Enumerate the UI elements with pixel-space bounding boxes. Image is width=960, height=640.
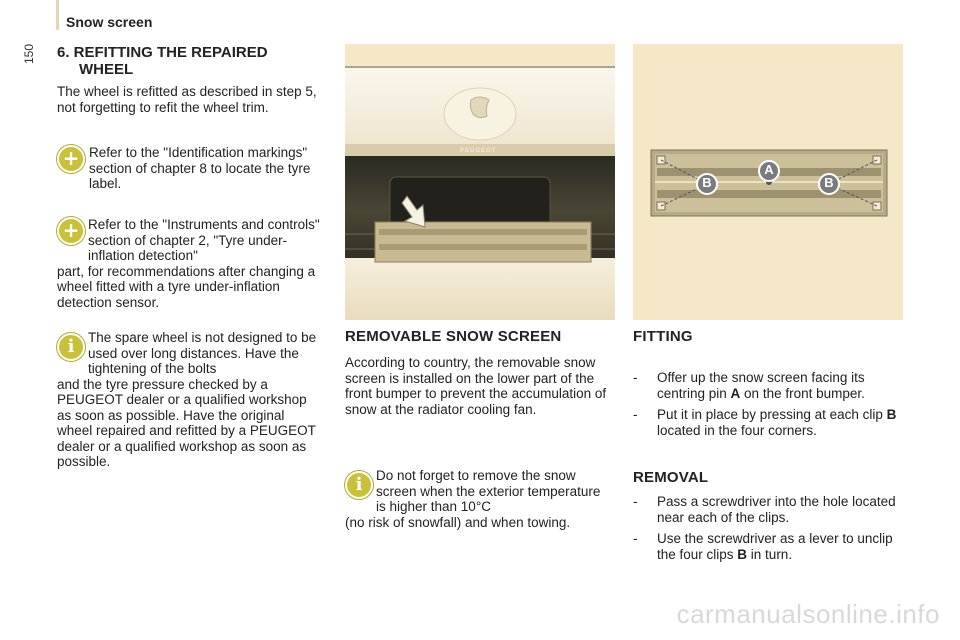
- note-remove-screen-first: Do not forget to remove the snow screen when the exterior temperature is higher than 10°C: [376, 468, 601, 514]
- refitting-heading-line1: 6. REFITTING THE REPAIRED: [57, 44, 268, 61]
- list-item: [633, 407, 903, 438]
- removal-item-text-end: in turn.: [747, 546, 793, 562]
- fitting-item-ref: A: [730, 385, 741, 401]
- fitting-item-text-end: located in the four corners.: [657, 422, 817, 438]
- note-remove-screen: [345, 468, 611, 530]
- removal-item-text: Pass a screwdriver into the hole located near each of the clips.: [657, 494, 896, 525]
- refitting-intro: The wheel is refitted as described in step 5, not forgetting to refit the wheel trim.: [57, 84, 317, 115]
- note-remove-screen-rest: (no risk of snowfall) and when towing.: [345, 514, 571, 530]
- bullet-dash: -: [633, 494, 638, 509]
- note-spare-wheel-rest: and the tyre pressure checked by a PEUGEOT dealer or a qualified workshop as soon as possible. Have the original wheel repaired and refitted by a PEUGEOT dealer or a qualified workshop as soon as possible.: [57, 376, 316, 469]
- info-icon: i: [345, 471, 373, 499]
- fitting-item-text: Put it in place by pressing at each clip: [657, 407, 887, 422]
- fitting-item-text-end: on the front bumper.: [740, 385, 865, 401]
- info-icon: i: [57, 333, 85, 361]
- plus-icon: +: [57, 217, 85, 245]
- removal-list: [633, 494, 903, 568]
- bullet-dash: -: [633, 370, 638, 385]
- section-title: Snow screen: [66, 14, 153, 30]
- removal-heading: REMOVAL: [633, 469, 709, 486]
- snow-screen-diagram-drawing: [633, 44, 903, 320]
- watermark: carmanualsonline.info: [676, 599, 940, 629]
- fitting-heading: FITTING: [633, 328, 693, 345]
- removal-item-text: Use the screwdriver as a lever to unclip the four clips: [657, 531, 893, 562]
- list-item: [633, 370, 903, 401]
- note-spare-wheel-first: The spare wheel is not designed to be used over long distances. Have the tightening of the bolts: [88, 330, 317, 376]
- fitting-item-text: Offer up the snow screen facing its centring pin: [657, 370, 865, 401]
- note-identification: Refer to the "Identification markings" section of chapter 8 to locate the tyre label.: [89, 145, 311, 191]
- bullet-dash: -: [633, 531, 638, 546]
- refitting-heading: [57, 44, 327, 78]
- snow-screen-diagram: [633, 44, 903, 320]
- snow-screen-text: According to country, the removable snow screen is installed on the lower part of the front bumper to prevent the accumulation of snow at the radiator cooling fan.: [345, 355, 607, 417]
- removal-item-ref: B: [737, 546, 748, 562]
- fitting-list: [633, 370, 903, 444]
- refitting-heading-line2: WHEEL: [79, 61, 134, 78]
- page-number: 150: [22, 43, 36, 64]
- bullet-dash: -: [633, 407, 638, 422]
- diagram-label-a: A: [764, 162, 774, 177]
- diagram-label-b-left: B: [702, 175, 712, 190]
- list-item: [633, 531, 903, 562]
- plus-icon: +: [57, 145, 85, 173]
- note-instruments-rest: part, for recommendations after changing a wheel fitted with a tyre under-inflation detection sensor.: [57, 263, 316, 310]
- diagram-label-b-right: B: [824, 175, 834, 190]
- photo-brand-text: PEUGEOT: [460, 148, 497, 154]
- fitting-item-ref: B: [886, 407, 897, 422]
- header-accent-bar: [56, 0, 59, 30]
- bumper-photo: [345, 44, 615, 320]
- bumper-photo-illustration: [345, 44, 615, 320]
- note-instruments-first: Refer to the "Instruments and controls" section of chapter 2, "Tyre under-inflation detection": [88, 217, 320, 263]
- note-spare-wheel: [57, 330, 323, 470]
- note-instruments: [57, 217, 321, 310]
- list-item: [633, 494, 903, 525]
- snow-screen-heading: REMOVABLE SNOW SCREEN: [345, 328, 562, 345]
